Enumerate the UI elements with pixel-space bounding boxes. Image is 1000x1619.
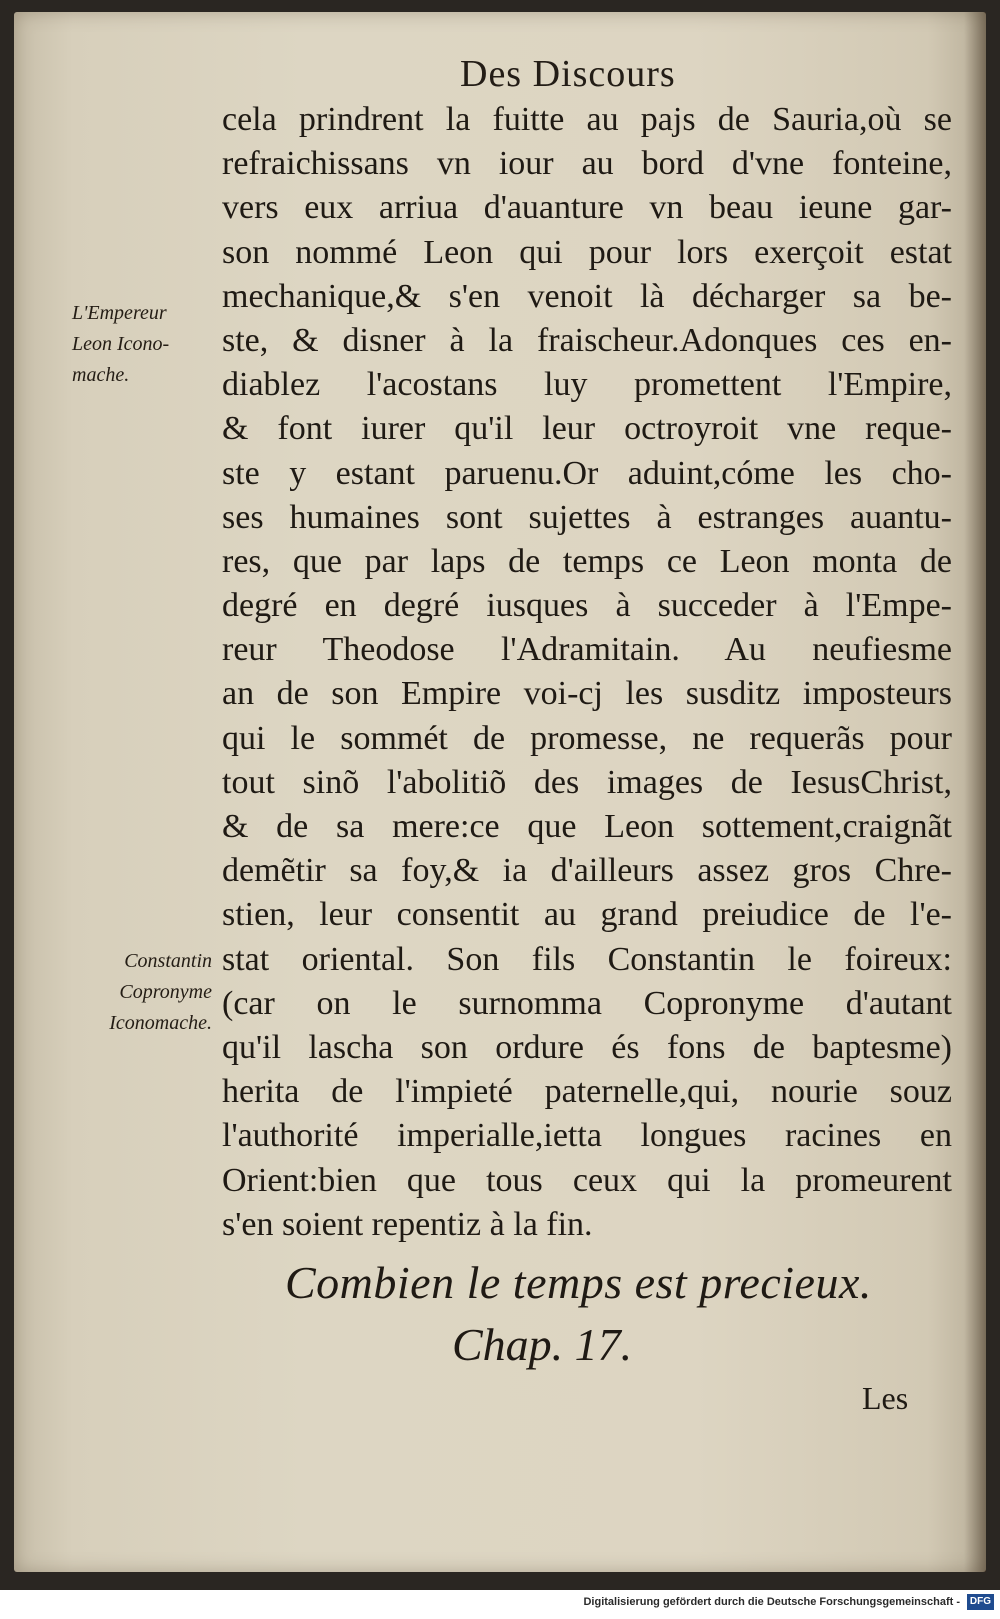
text-line: qu'il lascha son ordure és fons de baptesme)	[222, 1028, 952, 1066]
margin-note-line: Constantin	[124, 950, 212, 972]
page-spine-shadow	[964, 12, 986, 1572]
text-line: tout sinõ l'abolitiõ des images de IesusChrist,	[222, 763, 952, 801]
text-line: ste, & disner à la fraischeur.Adonques ces en-	[222, 321, 952, 359]
text-line: degré en degré iusques à succeder à l'Empe-	[222, 587, 952, 625]
text-line: qui le sommét de promesse, ne requerãs pour	[222, 719, 952, 757]
text-line: res, que par laps de temps ce Leon monta de	[222, 542, 952, 580]
text-line: demẽtir sa foy,& ia d'ailleurs assez gros Chre-	[222, 852, 952, 890]
margin-note-leon	[72, 298, 169, 391]
chapter-title: Combien le temps est precieux.	[285, 1257, 872, 1308]
margin-note-constantin	[66, 946, 212, 1039]
digitization-credit: Digitalisierung gefördert durch die Deutsche Forschungsgemeinschaft -	[583, 1596, 960, 1608]
text-line: (car on le surnomma Copronyme d'autant	[222, 984, 952, 1022]
text-line: diablez l'acostans luy promettent l'Empire,	[222, 366, 952, 404]
text-line: cela prindrent la fuitte au pajs de Sauria,où se	[222, 101, 952, 138]
text-line: l'authorité imperialle,ietta longues racines en	[222, 1117, 952, 1155]
text-line: refraichissans vn iour au bord d'vne fonteine,	[222, 145, 952, 183]
body-text	[222, 98, 952, 1247]
catchword: Les	[862, 1380, 909, 1416]
text-line: reur Theodose l'Adramitain. Au neufiesme	[222, 631, 952, 669]
text-line: stien, leur consentit au grand preiudice de l'e-	[222, 896, 952, 934]
text-line: ste y estant paruenu.Or aduint,cóme les cho-	[222, 454, 952, 492]
text-line: vers eux arriua d'auanture vn beau ieune gar-	[222, 189, 952, 227]
text-line: stat oriental. Son fils Constantin le foireux:	[222, 940, 952, 978]
text-line: ses humaines sont sujettes à estranges auantu-	[222, 498, 952, 536]
text-line: s'en soient repentiz à la fin.	[222, 1205, 593, 1243]
text-line: son nommé Leon qui pour lors exerçoit estat	[222, 233, 952, 271]
text-line: mechanique,& s'en venoit là décharger sa be-	[222, 277, 952, 315]
margin-note-line: Leon Icono-	[72, 333, 170, 355]
margin-note-line: L'Empereur	[72, 302, 167, 324]
text-line: herita de l'impieté paternelle,qui, nourie souz	[222, 1073, 952, 1111]
running-title: Des Discours	[460, 53, 676, 95]
chapter-number: Chap. 17.	[452, 1319, 633, 1370]
margin-note-line: Iconomache.	[109, 1012, 212, 1034]
text-line: an de son Empire voi-cj les susditz imposteurs	[222, 675, 952, 713]
margin-note-line: mache.	[72, 364, 130, 386]
dfg-logo: DFG	[967, 1594, 994, 1610]
margin-note-line: Copronyme	[119, 981, 212, 1003]
text-line: & font iurer qu'il leur octroyroit vne reque-	[222, 410, 952, 448]
text-line: & de sa mere:ce que Leon sottement,craignãt	[222, 808, 952, 845]
text-line: Orient:bien que tous ceux qui la promeurent	[222, 1161, 952, 1199]
